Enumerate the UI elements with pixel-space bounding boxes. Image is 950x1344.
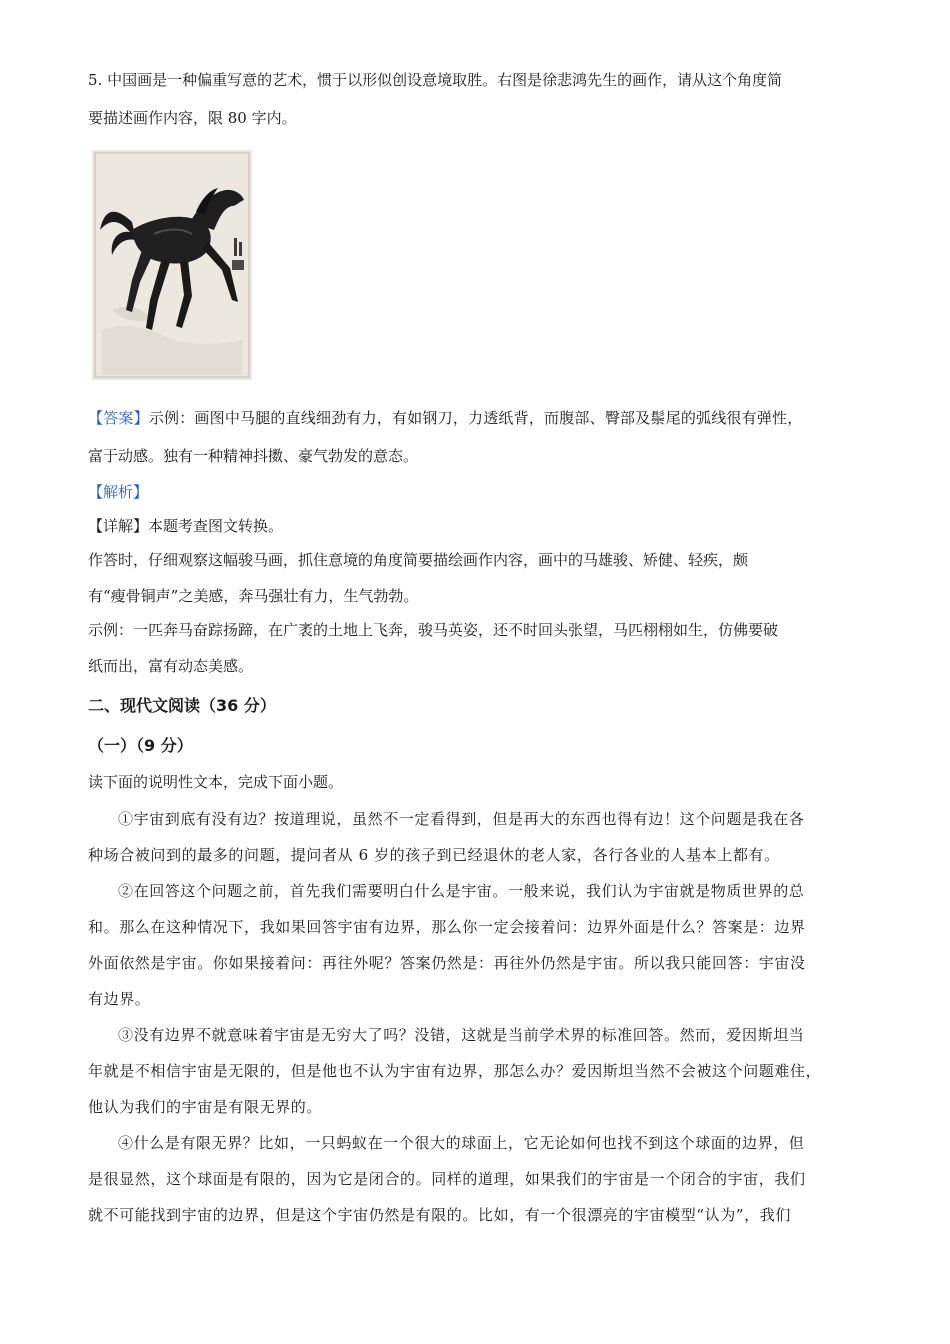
answer-line-2: 富于动感。独有一种精神抖擞、豪气勃发的意态。 xyxy=(88,447,419,465)
paragraph-line: ②在回答这个问题之前，首先我们需要明白什么是宇宙。一般来说，我们认为宇宙就是物质世界的总 xyxy=(118,882,805,900)
analysis-line-1: 作答时，仔细观察这幅骏马画，抓住意境的角度简要描绘画作内容，画中的马雄骏、矫健、轻疾，颇 xyxy=(88,551,749,569)
section-2-subtitle: （一）（9 分） xyxy=(88,736,193,755)
section-2-title: 二、现代文阅读（36 分） xyxy=(88,696,276,715)
section-2-intro: 读下面的说明性文本，完成下面小题。 xyxy=(88,773,344,791)
horse-painting-image xyxy=(92,150,252,380)
analysis-label: 【解析】 xyxy=(88,483,149,501)
answer-line-1 xyxy=(88,408,878,428)
paragraph-line: 就不可能找到宇宙的边界，但是这个宇宙仍然是有限的。比如，有一个很漂亮的宇宙模型“认为”，我们 xyxy=(88,1206,791,1224)
question-5-line-2: 要描述画作内容，限 80 字内。 xyxy=(88,109,297,127)
document-page xyxy=(88,70,878,1225)
answer-text-1: 示例：画图中马腿的直线细劲有力，有如钢刀，力透纸背，而腹部、臀部及鬃尾的弧线很有弹性， xyxy=(148,409,803,427)
paragraph-line: 种场合被问到的最多的问题，提问者从 6 岁的孩子到已经退休的老人家，各行各业的人基本上都有。 xyxy=(88,846,780,864)
paragraph-line: 和。那么在这种情况下，我如果回答宇宙有边界，那么你一定会接着问：边界外面是什么？答案是：边界 xyxy=(88,918,806,936)
paragraph-line: 有边界。 xyxy=(88,990,151,1008)
analysis-line-3: 示例：一匹奔马奋踪扬蹄，在广袤的土地上飞奔，骏马英姿，还不时回头张望，马匹栩栩如生，仿佛要破 xyxy=(88,621,779,639)
answer-label: 【答案】 xyxy=(88,409,149,427)
paragraph-line: ①宇宙到底有没有边？按道理说，虽然不一定看得到，但是再大的东西也得有边！这个问题是我在各 xyxy=(118,810,805,828)
paragraph-line: ④什么是有限无界？比如，一只蚂蚁在一个很大的球面上，它无论如何也找不到这个球面的边界，但 xyxy=(118,1134,805,1152)
paragraph-line: 外面依然是宇宙。你如果接着问：再往外呢？答案仍然是：再往外仍然是宇宙。所以我只能回答：宇宙没 xyxy=(88,954,806,972)
paragraph-line: 是很显然，这个球面是有限的，因为它是闭合的。同样的道理，如果我们的宇宙是一个闭合的宇宙，我们 xyxy=(88,1170,806,1188)
analysis-line-4: 纸而出，富有动态美感。 xyxy=(88,657,254,675)
analysis-line-2: 有“瘦骨铜声”之美感，奔马强壮有力，生气勃勃。 xyxy=(88,587,419,605)
paragraph-line: 他认为我们的宇宙是有限无界的。 xyxy=(88,1098,323,1116)
galloping-horse-icon xyxy=(92,150,252,380)
analysis-detail: 【详解】本题考查图文转换。 xyxy=(88,517,284,535)
paragraph-line: 年就是不相信宇宙是无限的，但是他也不认为宇宙有边界，那怎么办？爱因斯坦当然不会被这个问题难住， xyxy=(88,1062,822,1080)
paragraph-line: ③没有边界不就意味着宇宙是无穷大了吗？没错，这就是当前学术界的标准回答。然而，爱因斯坦当 xyxy=(118,1026,805,1044)
question-5-line-1: 5. 中国画是一种偏重写意的艺术，惯于以形似创设意境取胜。右图是徐悲鸿先生的画作，请从这个角度简 xyxy=(88,71,783,89)
